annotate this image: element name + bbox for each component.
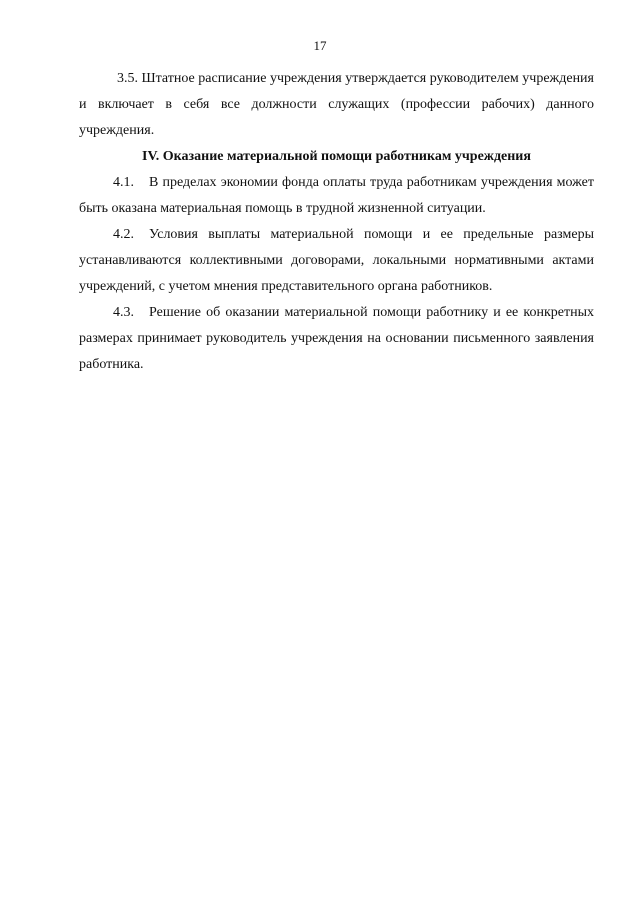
paragraph-4-2 [79, 222, 594, 300]
section-heading-iv: IV. Оказание материальной помощи работникам учреждения [142, 149, 531, 164]
paragraph-number: 4.1. [113, 175, 134, 190]
paragraph-number: 3.5. [117, 71, 138, 86]
document-body [79, 66, 594, 378]
page-number: 17 [313, 38, 327, 53]
paragraph-number: 4.2. [113, 227, 134, 242]
paragraph-text: В пределах экономии фонда оплаты труда работникам учреждения может быть оказана материальная помощь в трудной жизненной ситуации. [79, 175, 594, 216]
paragraph-number: 4.3. [113, 305, 134, 320]
paragraph-4-3 [79, 300, 594, 378]
paragraph-text: Условия выплаты материальной помощи и ее предельные размеры устанавливаются коллективными договорами, локальными нормативными актами учреждений, с учетом мнения представительного органа работников. [79, 227, 594, 294]
paragraph-text: Штатное расписание учреждения утверждается руководителем учреждения и включает в себя все должности служащих (профессии рабочих) данного учреждения. [79, 71, 594, 138]
paragraph-text: Решение об оказании материальной помощи работнику и ее конкретных размерах принимает руководитель учреждения на основании письменного заявления работника. [79, 305, 594, 372]
paragraph-3-5 [79, 66, 594, 144]
paragraph-4-1 [79, 170, 594, 222]
